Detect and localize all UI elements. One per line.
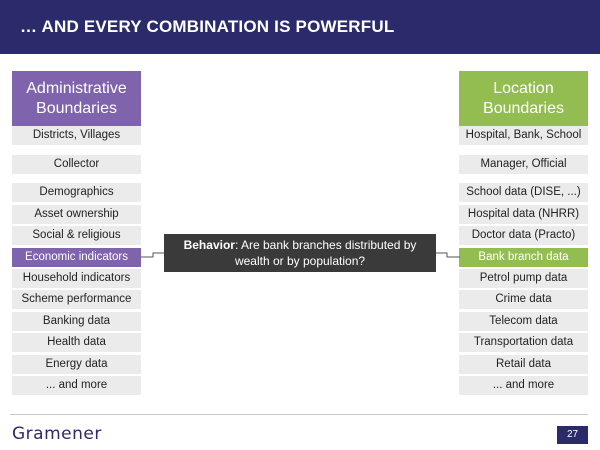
left-item-scheme-performance: Scheme performance <box>12 290 141 309</box>
location-boundaries-heading: Location Boundaries <box>459 71 588 126</box>
right-item-transportation-data: Transportation data <box>459 333 588 352</box>
slide-header <box>0 0 600 54</box>
behavior-callout <box>164 234 436 272</box>
left-item-and-more: ... and more <box>12 376 141 395</box>
left-item-banking-data: Banking data <box>12 312 141 331</box>
behavior-callout-label: Behavior <box>183 238 235 252</box>
administrative-boundaries-heading: Administrative Boundaries <box>12 71 141 126</box>
left-connector-line <box>141 250 165 260</box>
behavior-callout-separator: : <box>234 238 241 252</box>
left-item-energy-data: Energy data <box>12 355 141 374</box>
behavior-callout-question: Are bank branches distributed by wealth or by population? <box>234 238 417 268</box>
left-item-health-data: Health data <box>12 333 141 352</box>
left-item-social-religious: Social & religious <box>12 226 141 245</box>
page-number-badge: 27 <box>557 426 588 444</box>
right-item-telecom-data: Telecom data <box>459 312 588 331</box>
left-item-collector: Collector <box>12 155 141 174</box>
left-item-districts-villages: Districts, Villages <box>12 126 141 145</box>
slide-title: … AND EVERY COMBINATION IS POWERFUL <box>20 17 395 36</box>
right-item-and-more: ... and more <box>459 376 588 395</box>
right-item-crime-data: Crime data <box>459 290 588 309</box>
right-item-manager-official: Manager, Official <box>459 155 588 174</box>
left-item-asset-ownership: Asset ownership <box>12 205 141 224</box>
footer-divider <box>10 414 588 415</box>
right-item-petrol-pump-data: Petrol pump data <box>459 269 588 288</box>
right-item-retail-data: Retail data <box>459 355 588 374</box>
left-item-household-indicators: Household indicators <box>12 269 141 288</box>
right-item-hospital-data: Hospital data (NHRR) <box>459 205 588 224</box>
right-item-school-data: School data (DISE, ...) <box>459 183 588 202</box>
right-connector-line <box>435 250 460 260</box>
behavior-callout-text <box>164 237 436 269</box>
right-item-hospital-bank-school: Hospital, Bank, School <box>459 126 588 145</box>
left-item-economic-indicators: Economic indicators <box>12 248 141 267</box>
right-item-bank-branch-data: Bank branch data <box>459 248 588 267</box>
gramener-logo: Gramener <box>12 424 102 444</box>
right-item-doctor-data: Doctor data (Practo) <box>459 226 588 245</box>
left-item-demographics: Demographics <box>12 183 141 202</box>
